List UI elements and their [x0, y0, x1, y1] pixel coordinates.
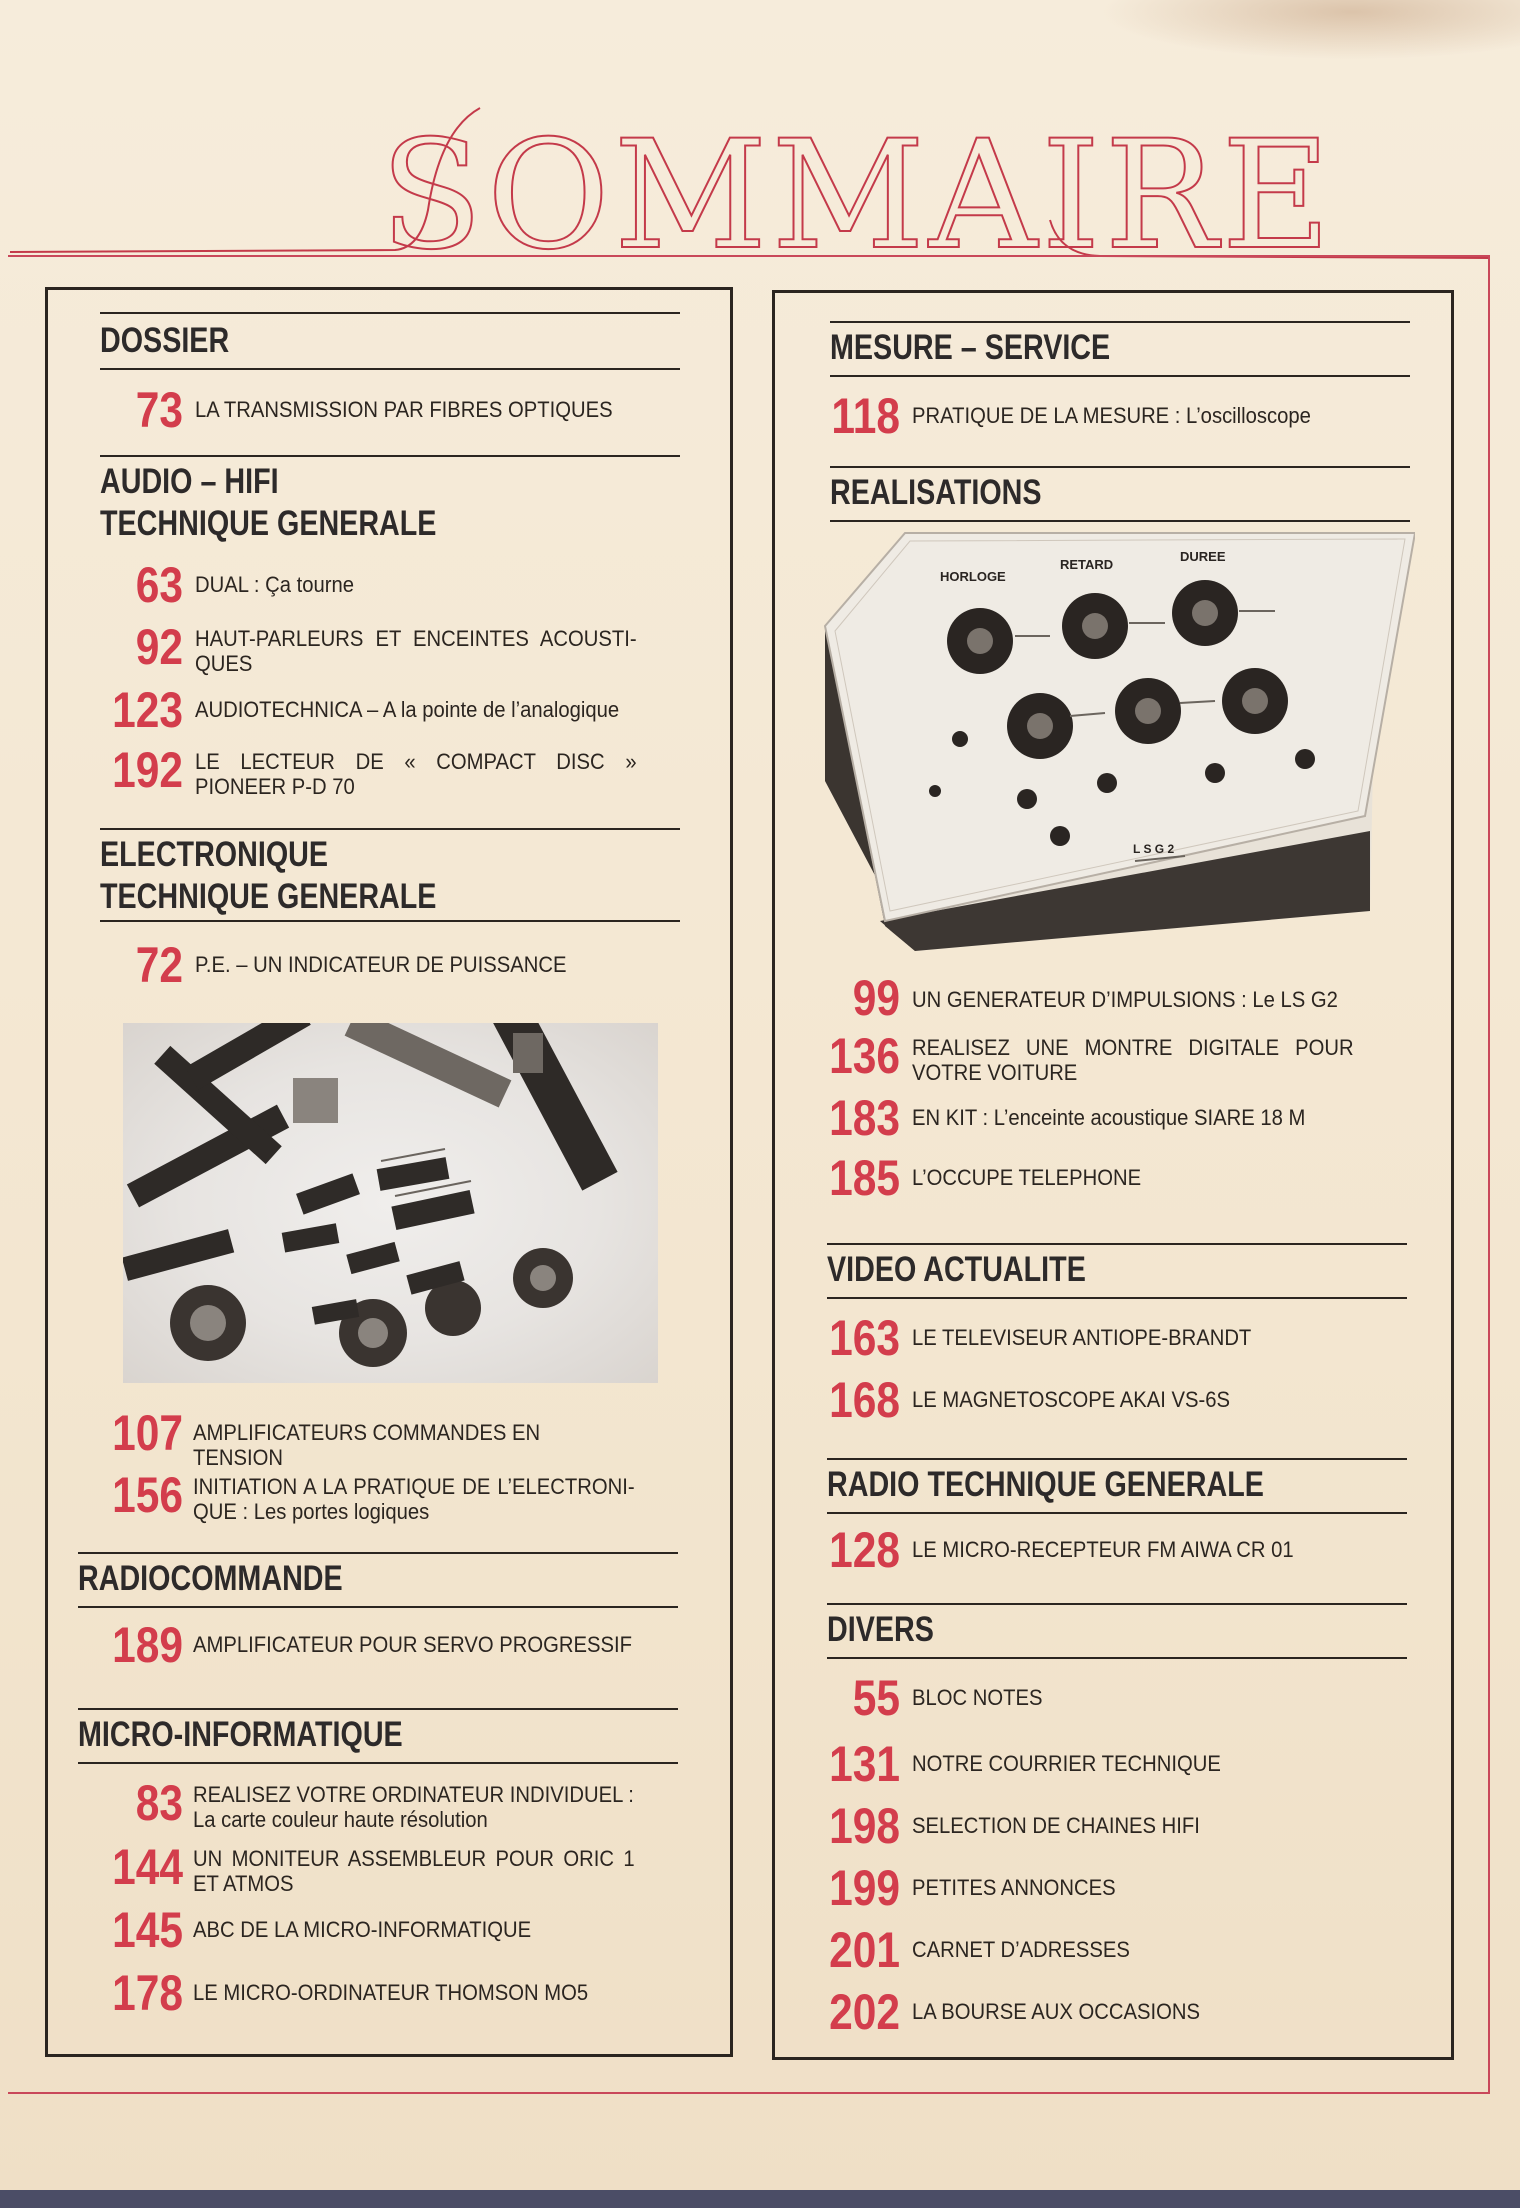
- section-micro-informatique: [78, 1708, 678, 1764]
- divider: [78, 1552, 678, 1554]
- toc-entry[interactable]: [800, 1736, 1430, 1792]
- section-subtitle: TECHNIQUE GENERALE: [100, 877, 437, 916]
- page-number: 73: [135, 382, 183, 438]
- section-audio-hifi: [100, 455, 680, 545]
- divider: [830, 520, 1410, 522]
- section-title: ELECTRONIQUE: [100, 835, 329, 874]
- toc-entry[interactable]: [800, 1670, 1430, 1726]
- entry-title: L’OCCUPE TELEPHONE: [912, 1165, 1142, 1190]
- entry-title: REALISEZ UNE MONTRE DIGITALE POUR VOTRE VOITURE: [912, 1035, 1354, 1085]
- device-model-label: L S G 2: [1133, 842, 1175, 856]
- divider: [827, 1297, 1407, 1299]
- divider: [100, 828, 680, 830]
- entry-title: LE MICRO-ORDINATEUR THOMSON MO5: [193, 1980, 589, 2005]
- toc-entry[interactable]: [88, 742, 688, 799]
- page-number: 202: [829, 1984, 900, 2040]
- left-column: [45, 287, 733, 2057]
- section-title: MESURE – SERVICE: [830, 328, 1111, 367]
- section-title: DIVERS: [827, 1610, 934, 1649]
- divider: [78, 1708, 678, 1710]
- section-title: DOSSIER: [100, 321, 230, 360]
- page-number: 185: [829, 1150, 900, 1206]
- toc-entry[interactable]: [800, 970, 1430, 1026]
- toc-entry[interactable]: [88, 1902, 688, 1958]
- section-divers: [827, 1603, 1407, 1659]
- section-radio: [827, 1458, 1407, 1514]
- page-number: 163: [829, 1310, 900, 1366]
- section-dossier: [100, 312, 680, 370]
- section-radiocommande: [78, 1552, 678, 1608]
- page-number: 55: [852, 1670, 900, 1726]
- section-title: MICRO-INFORMATIQUE: [78, 1715, 403, 1754]
- divider: [827, 1458, 1407, 1460]
- page-number: 192: [112, 742, 183, 798]
- scan-edge: [0, 2190, 1520, 2208]
- page-number: 145: [112, 1902, 183, 1958]
- entry-title: HAUT-PARLEURS ET ENCEINTES ACOUSTI-QUES: [195, 626, 637, 676]
- toc-entry[interactable]: [800, 1372, 1430, 1428]
- toc-entry[interactable]: [800, 1922, 1430, 1978]
- divider: [827, 1512, 1407, 1514]
- page-number: 128: [829, 1522, 900, 1578]
- toc-entry[interactable]: [88, 1775, 688, 1832]
- toc-entry[interactable]: [800, 1310, 1430, 1366]
- divider: [827, 1243, 1407, 1245]
- entry-title: DUAL : Ça tourne: [195, 572, 355, 597]
- section-subtitle: TECHNIQUE GENERALE: [100, 504, 437, 543]
- section-title: AUDIO – HIFI: [100, 462, 279, 501]
- device-label-duree: DUREE: [1180, 549, 1226, 564]
- toc-entry[interactable]: [88, 937, 688, 993]
- section-title: RADIO TECHNIQUE GENERALE: [827, 1465, 1264, 1504]
- toc-entry[interactable]: [800, 1522, 1430, 1578]
- section-realisations: [830, 466, 1410, 522]
- device-label-retard: RETARD: [1060, 557, 1114, 572]
- toc-entry[interactable]: [88, 1839, 688, 1896]
- bottom-rule: [8, 2092, 1490, 2094]
- toc-entry[interactable]: [800, 1090, 1430, 1146]
- divider: [100, 920, 680, 922]
- entry-title: LA TRANSMISSION PAR FIBRES OPTIQUES: [195, 397, 613, 422]
- divider: [78, 1762, 678, 1764]
- page-number: 131: [829, 1736, 900, 1792]
- pulse-generator-photo: [815, 531, 1415, 951]
- toc-entry[interactable]: [800, 388, 1430, 444]
- entry-title: REALISEZ VOTRE ORDINATEUR INDIVIDUEL : La carte couleur haute résolution: [193, 1782, 634, 1832]
- divider: [100, 455, 680, 457]
- page-number: 83: [135, 1775, 183, 1831]
- page-number: 199: [829, 1860, 900, 1916]
- toc-entry[interactable]: [800, 1798, 1430, 1854]
- section-title: VIDEO ACTUALITE: [827, 1250, 1086, 1289]
- page-number: 63: [135, 557, 183, 613]
- page-number: 168: [829, 1372, 900, 1428]
- entry-title: AUDIOTECHNICA – A la pointe de l’analogique: [195, 697, 620, 722]
- divider: [78, 1606, 678, 1608]
- page-number: 144: [112, 1839, 183, 1895]
- divider: [830, 321, 1410, 323]
- toc-entry[interactable]: [88, 1965, 688, 2021]
- entry-title: ABC DE LA MICRO-INFORMATIQUE: [193, 1917, 532, 1942]
- page-number: 136: [829, 1028, 900, 1084]
- entry-title: LE LECTEUR DE « COMPACT DISC » PIONEER P-D 70: [195, 749, 637, 799]
- toc-entry[interactable]: [88, 1405, 688, 1470]
- toc-entry[interactable]: [800, 1984, 1430, 2040]
- entry-title: INITIATION A LA PRATIQUE DE L’ELECTRONI-QUE : Les portes logiques: [193, 1474, 635, 1524]
- entry-title: LE MICRO-RECEPTEUR FM AIWA CR 01: [912, 1537, 1294, 1562]
- page-number: 156: [112, 1467, 183, 1523]
- entry-title: AMPLIFICATEUR POUR SERVO PROGRESSIF: [193, 1632, 632, 1657]
- device-label-horloge: HORLOGE: [940, 569, 1006, 584]
- section-title: RADIOCOMMANDE: [78, 1559, 343, 1598]
- entry-title: PRATIQUE DE LA MESURE : L’oscilloscope: [912, 403, 1311, 428]
- entry-title: LE TELEVISEUR ANTIOPE-BRANDT: [912, 1325, 1252, 1350]
- page-title: SOMMAIRE: [380, 109, 1335, 283]
- toc-entry[interactable]: [800, 1860, 1430, 1916]
- section-mesure-service: [830, 321, 1410, 377]
- section-title: REALISATIONS: [830, 473, 1042, 512]
- page-number: 123: [112, 682, 183, 738]
- page-number: 118: [831, 388, 900, 444]
- page-number: 189: [112, 1617, 183, 1673]
- toc-entry[interactable]: [800, 1150, 1430, 1206]
- toc-entry[interactable]: [800, 1028, 1430, 1085]
- entry-title: LA BOURSE AUX OCCASIONS: [912, 1999, 1200, 2024]
- page-number: 107: [112, 1405, 183, 1461]
- section-electronique: [100, 828, 680, 922]
- divider: [830, 466, 1410, 468]
- toc-entry[interactable]: [88, 619, 688, 676]
- entry-title: P.E. – UN INDICATEUR DE PUISSANCE: [195, 952, 567, 977]
- page-number: 72: [135, 937, 183, 993]
- entry-title: SELECTION DE CHAINES HIFI: [912, 1813, 1200, 1838]
- page-number: 198: [829, 1798, 900, 1854]
- paper-stain: [1100, 0, 1520, 60]
- page-number: 99: [852, 970, 900, 1026]
- entry-title: UN GENERATEUR D’IMPULSIONS : Le LS G2: [912, 987, 1338, 1012]
- toc-entry[interactable]: [88, 682, 688, 738]
- entry-title: CARNET D’ADRESSES: [912, 1937, 1130, 1962]
- entry-title: LE MAGNETOSCOPE AKAI VS-6S: [912, 1387, 1230, 1412]
- divider: [100, 312, 680, 314]
- entry-title: UN MONITEUR ASSEMBLEUR POUR ORIC 1 ET ATMOS: [193, 1846, 635, 1896]
- entry-title: AMPLIFICATEURS COMMANDES EN TENSION: [193, 1420, 541, 1470]
- page-number: 92: [135, 619, 183, 675]
- divider: [827, 1657, 1407, 1659]
- toc-entry[interactable]: [88, 1467, 688, 1524]
- page-number: 201: [829, 1922, 900, 1978]
- entry-title: BLOC NOTES: [912, 1685, 1043, 1710]
- divider: [827, 1603, 1407, 1605]
- entry-title: EN KIT : L’enceinte acoustique SIARE 18 M: [912, 1105, 1306, 1130]
- entry-title: NOTRE COURRIER TECHNIQUE: [912, 1751, 1221, 1776]
- right-column: [772, 290, 1454, 2060]
- divider: [830, 375, 1410, 377]
- section-video-actualite: [827, 1243, 1407, 1299]
- components-photo: [123, 1023, 658, 1383]
- entry-title: PETITES ANNONCES: [912, 1875, 1116, 1900]
- toc-entry[interactable]: [88, 382, 688, 438]
- toc-entry[interactable]: [88, 557, 688, 613]
- page-number: 183: [829, 1090, 900, 1146]
- page-number: 178: [112, 1965, 183, 2021]
- divider: [100, 368, 680, 370]
- toc-entry[interactable]: [88, 1617, 688, 1673]
